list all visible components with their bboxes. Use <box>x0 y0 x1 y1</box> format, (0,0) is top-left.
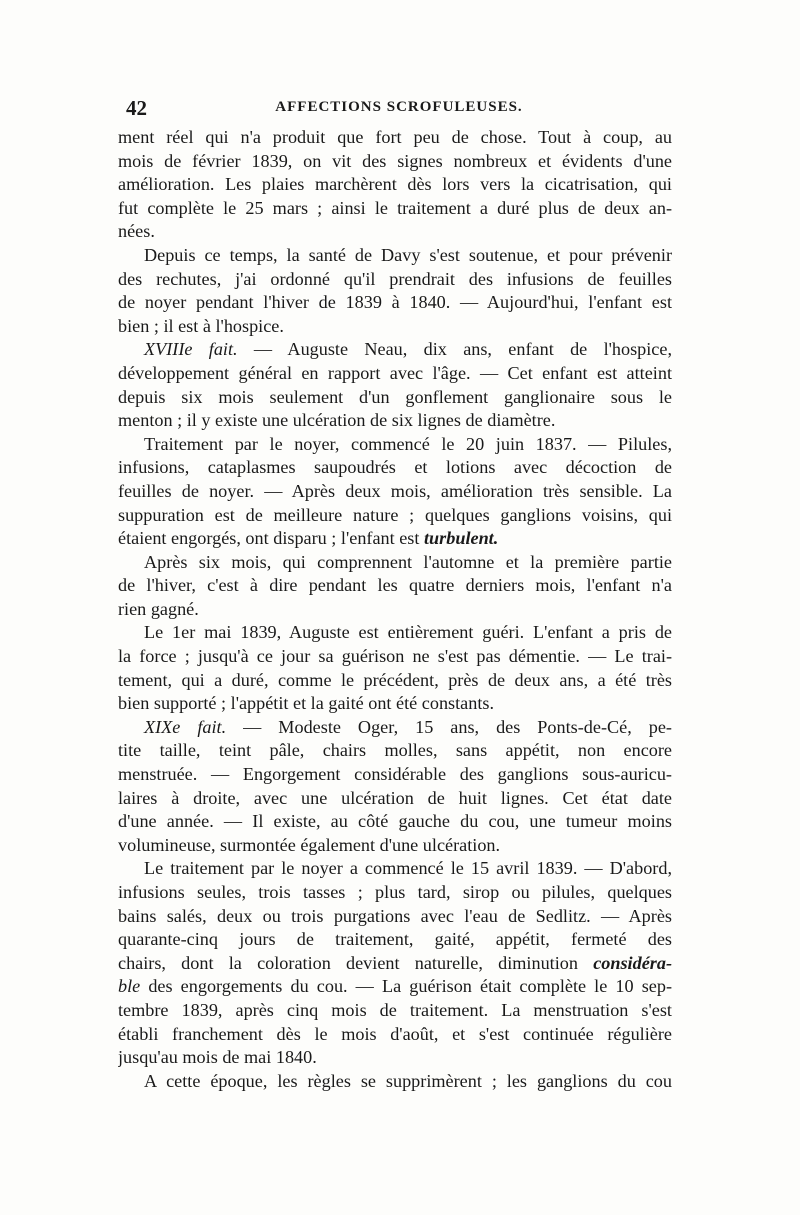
text-line: feuilles de noyer. — Après deux mois, amélioration très sensible. La <box>118 480 672 501</box>
text-line: laires à droite, avec une ulcération de huit lignes. Cet état date <box>118 787 672 808</box>
text-line: Depuis ce temps, la santé de Davy s'est soutenue, et pour prévenir <box>144 244 672 265</box>
text-line: mois de février 1839, on vit des signes nombreux et évidents d'une <box>118 150 672 171</box>
text-line: suppuration est de meilleure nature ; quelques ganglions voisins, qui <box>118 504 672 525</box>
text-line: d'une année. — Il existe, au côté gauche du cou, une tumeur moins <box>118 811 672 832</box>
line-text: des engorgements du cou. — La guérison était complète le 10 sep- <box>140 976 672 997</box>
text-line: bien supporté ; l'appétit et la gaité ont été constants. <box>118 693 495 714</box>
text-line: jusqu'au mois de mai 1840. <box>118 1047 317 1068</box>
page-number: 42 <box>126 96 147 120</box>
text-line: bien ; il est à l'hospice. <box>118 315 284 336</box>
text-line: des rechutes, j'ai ordonné qu'il prendrait des infusions de feuilles <box>118 268 672 289</box>
line-text: chairs, dont la coloration devient naturelle, diminution <box>118 952 594 973</box>
emphasis-word: considéra- <box>593 952 672 973</box>
text-line: Après six mois, qui comprennent l'automne et la première partie <box>144 551 672 572</box>
text-line: depuis six mois seulement d'un gonflement ganglionaire sous le <box>118 386 672 407</box>
text-line: de l'hiver, c'est à dire pendant les quatre derniers mois, l'enfant n'a <box>118 575 672 596</box>
text-line: Le 1er mai 1839, Auguste est entièrement guéri. L'enfant a pris de <box>144 622 672 643</box>
line-text: — Auguste Neau, dix ans, enfant de l'hospice, <box>237 339 672 360</box>
text-line: de noyer pendant l'hiver de 1839 à 1840. — Aujourd'hui, l'enfant est <box>118 292 672 313</box>
text-line: Traitement par le noyer, commencé le 20 juin 1837. — Pilules, <box>144 433 672 454</box>
text-line <box>118 975 672 999</box>
running-title: AFFECTIONS SCROFULEUSES. <box>275 99 523 115</box>
text-line: développement général en rapport avec l'âge. — Cet enfant est atteint <box>118 362 672 383</box>
body-text <box>118 126 672 1093</box>
text-line: établi franchement dès le mois d'août, et s'est continuée régulière <box>118 1023 672 1044</box>
text-line <box>118 952 672 976</box>
text-line: nées. <box>118 221 155 242</box>
text-line: rien gagné. <box>118 598 199 619</box>
text-line: la force ; jusqu'à ce jour sa guérison ne s'est pas démentie. — Le trai- <box>118 646 672 667</box>
italic-lead: XVIIIe fait. <box>144 339 238 360</box>
text-line: tite taille, teint pâle, chairs molles, sans appétit, non encore <box>118 740 672 761</box>
text-line: menstruée. — Engorgement considérable des ganglions sous-auricu- <box>118 764 672 785</box>
text-line: menton ; il y existe une ulcération de six lignes de diamètre. <box>118 410 556 431</box>
text-line: tembre 1839, après cinq mois de traitement. La menstruation s'est <box>118 999 672 1020</box>
text-line: A cette époque, les règles se supprimèrent ; les ganglions du cou <box>144 1070 672 1091</box>
line-text: étaient engorgés, ont disparu ; l'enfant est <box>118 528 424 549</box>
text-line <box>118 527 672 551</box>
text-line: amélioration. Les plaies marchèrent dès lors vers la cicatrisation, qui <box>118 174 672 195</box>
text-line <box>118 338 672 362</box>
text-line: ment réel qui n'a produit que fort peu de chose. Tout à coup, au <box>118 127 672 147</box>
emphasis-word: turbulent. <box>423 528 499 549</box>
text-line: tement, qui a duré, comme le précédent, près de deux ans, a été très <box>118 669 672 690</box>
italic-lead: XIXe fait. <box>144 716 227 737</box>
text-line: Le traitement par le noyer a commencé le 15 avril 1839. — D'abord, <box>144 858 672 879</box>
text-line <box>118 716 672 740</box>
text-line: infusions seules, trois tasses ; plus tard, sirop ou pilules, quelques <box>118 882 672 902</box>
text-line: volumineuse, surmontée également d'une ulcération. <box>118 834 501 855</box>
text-line: fut complète le 25 mars ; ainsi le traitement a duré plus de deux an- <box>118 197 672 218</box>
page-header <box>126 96 672 122</box>
text-line: quarante-cinq jours de traitement, gaité, appétit, fermeté des <box>118 929 672 950</box>
text-line: bains salés, deux ou trois purgations avec l'eau de Sedlitz. — Après <box>118 905 672 926</box>
text-line: infusions, cataplasmes saupoudrés et lotions avec décoction de <box>118 457 672 478</box>
italic-lead: ble <box>118 976 141 997</box>
line-text: — Modeste Oger, 15 ans, des Ponts-de-Cé, pe- <box>226 716 672 737</box>
